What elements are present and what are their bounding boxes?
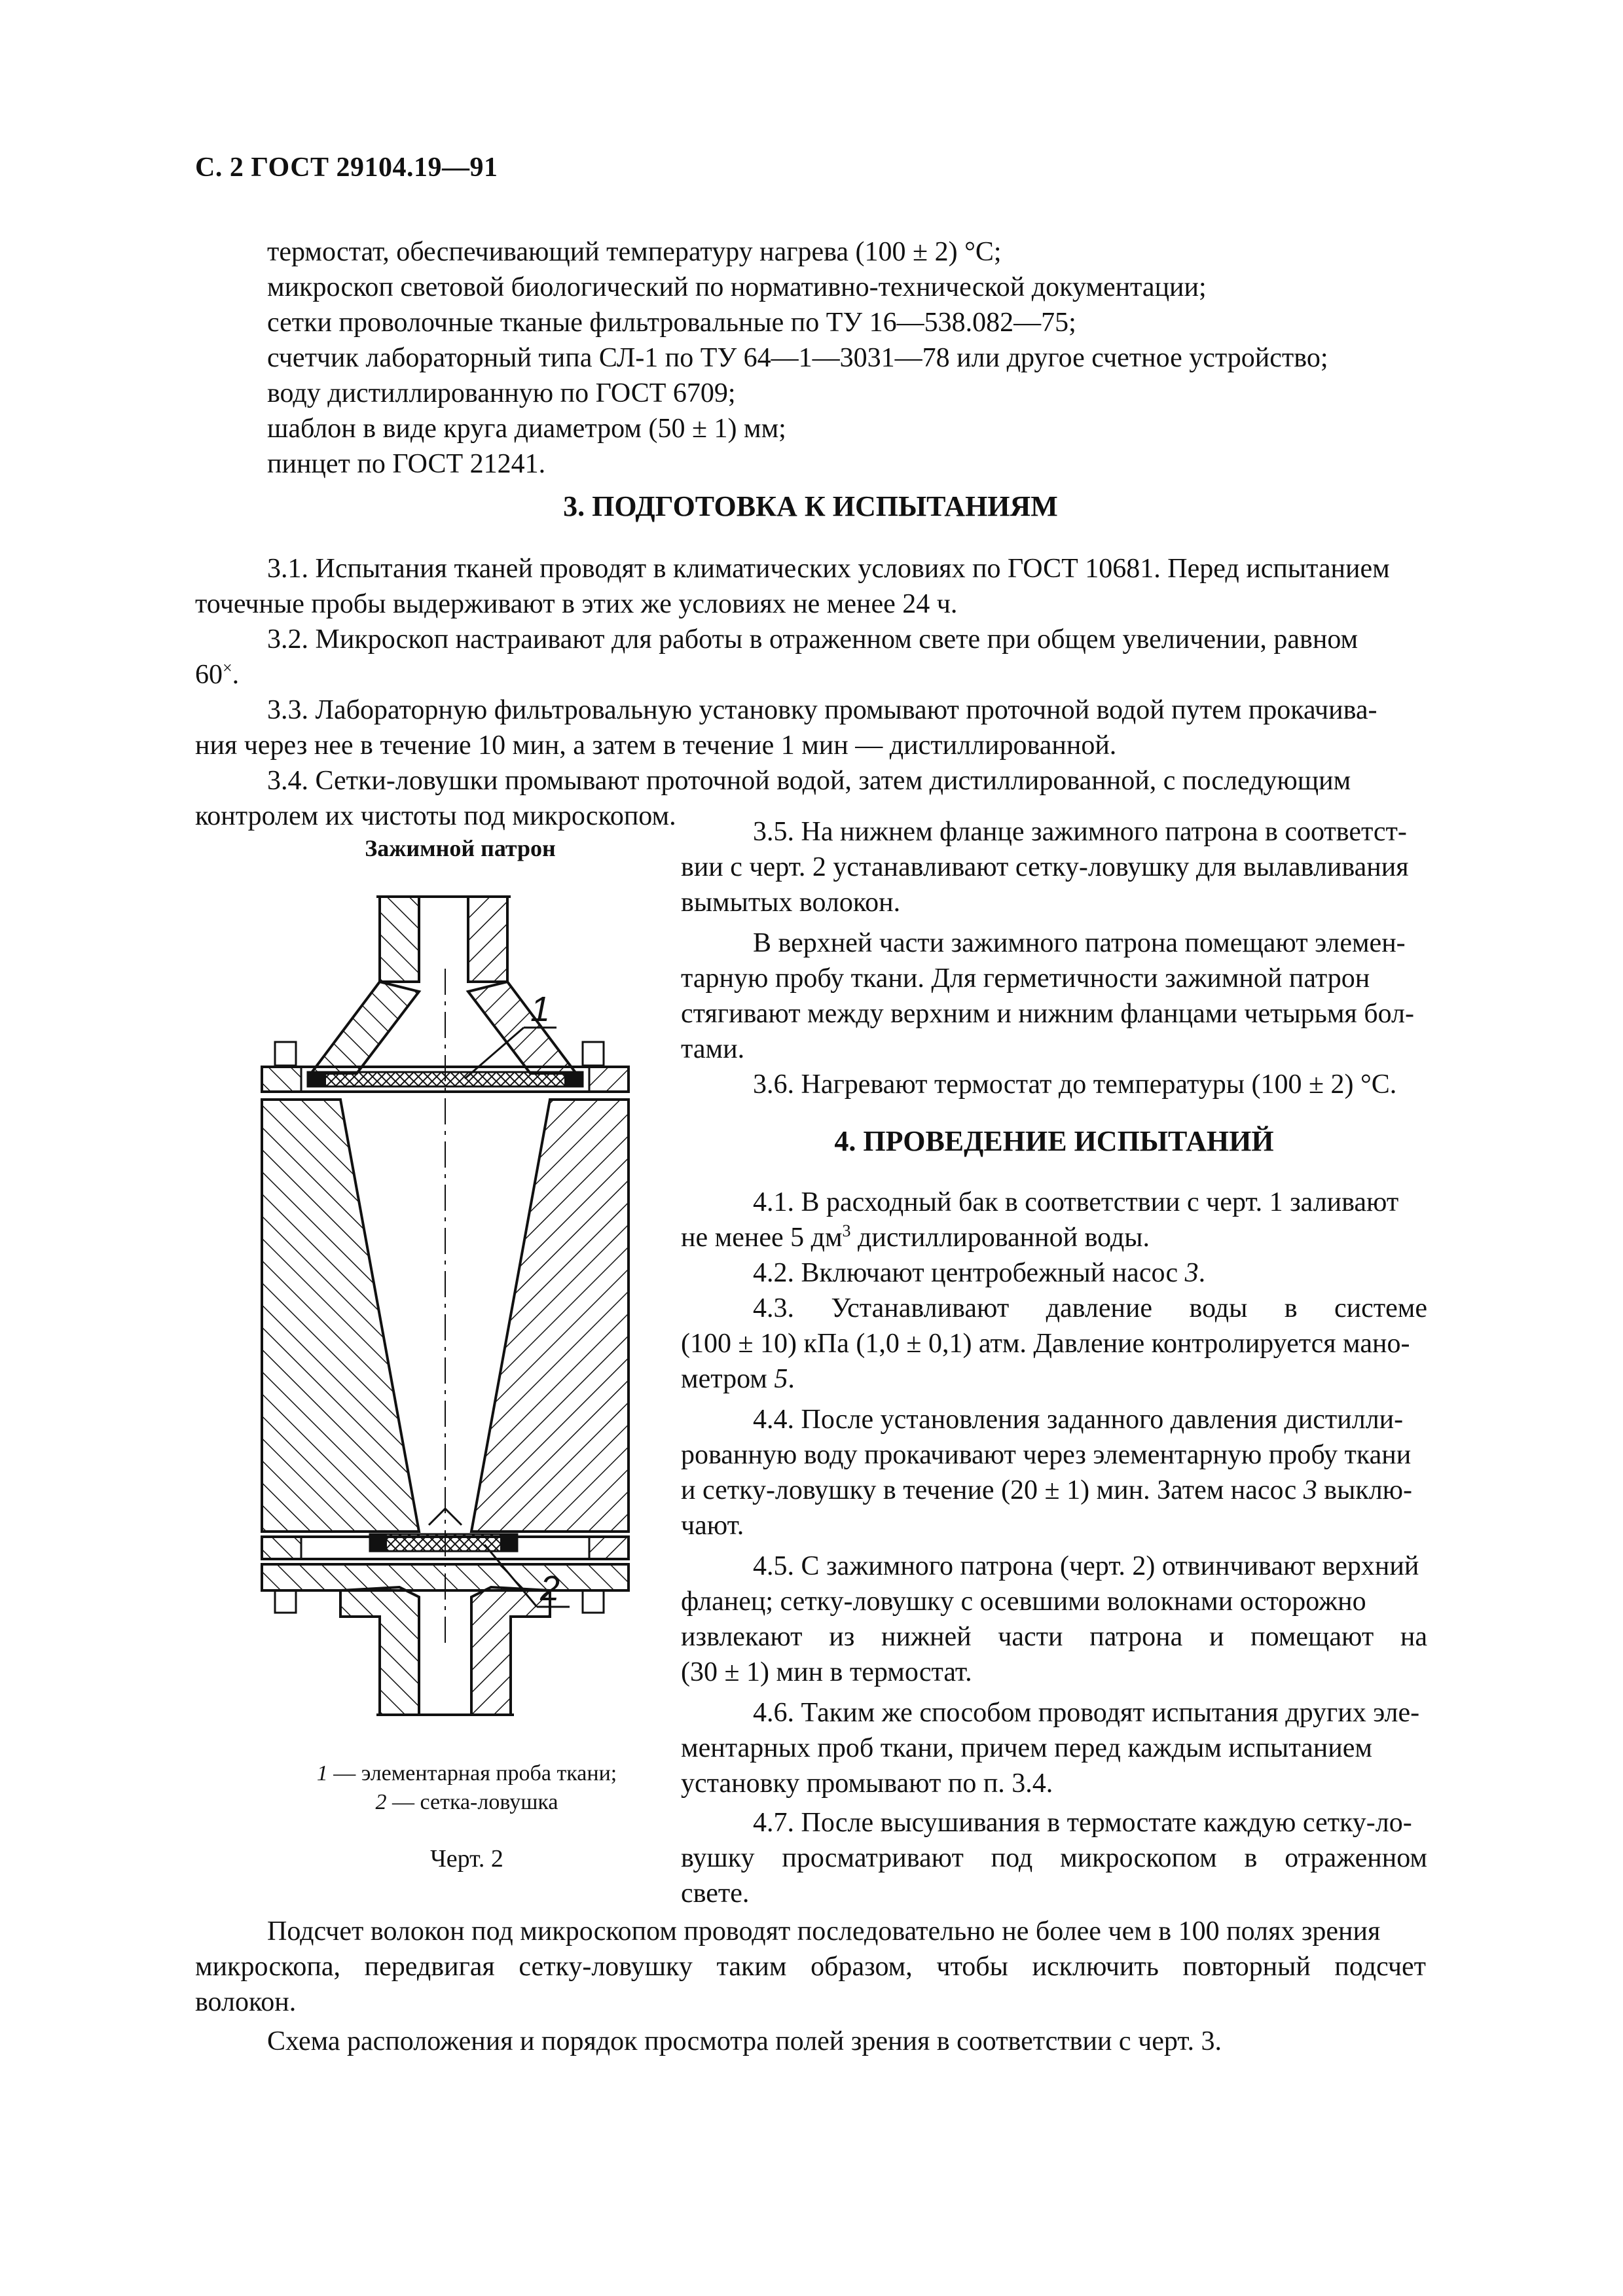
paragraph-3-4-line2: контролем их чистоты под микроскопом. [195, 801, 676, 831]
paragraph-3-5-line3: вымытых волокон. [681, 888, 901, 918]
paragraph-3-5b-line2: тарную пробу ткани. Для герметичности зажимной патрон [681, 963, 1370, 994]
paragraph-4-7-line2: вушку просматривают под микроскопом в отраженном [681, 1843, 1427, 1873]
paragraph-4-5-line1: 4.5. С зажимного патрона (черт. 2) отвинчивают верхний [753, 1551, 1419, 1581]
paragraph-count-line2: микроскопа, передвигая сетку-ловушку таким образом, чтобы исключить повторный подсчет [195, 1952, 1426, 1982]
paragraph-4-5-line3: извлекают из нижней части патрона и помещают на [681, 1622, 1427, 1652]
paragraph-4-3-line1: 4.3. Устанавливают давление воды в системе [753, 1293, 1427, 1323]
paragraph-3-1-line2: точечные пробы выдерживают в этих же условиях не менее 24 ч. [195, 589, 958, 619]
list-item: шаблон в виде круга диаметром (50 ± 1) мм; [267, 414, 786, 444]
paragraph-4-2: 4.2. Включают центробежный насос 3. [753, 1258, 1206, 1288]
paragraph-4-7-line1: 4.7. После высушивания в термостате каждую сетку-ло- [753, 1808, 1412, 1838]
page-header: С. 2 ГОСТ 29104.19—91 [195, 152, 498, 183]
paragraph-3-2-line1: 3.2. Микроскоп настраивают для работы в отраженном свете при общем увеличении, равном [267, 624, 1359, 655]
top-nozzle [376, 897, 511, 982]
paragraph-4-3-line3: метром 5. [681, 1364, 795, 1394]
figure-caption-line1: 1 — элементарная проба ткани; [316, 1761, 617, 1785]
paragraph-scheme: Схема расположения и порядок просмотра полей зрения в соответствии с черт. 3. [267, 2026, 1222, 2056]
section-4-title: 4. ПРОВЕДЕНИЕ ИСПЫТАНИЙ [834, 1125, 1274, 1157]
list-item: микроскоп световой биологический по нормативно-технической документации; [267, 272, 1207, 302]
list-item: сетки проволочные тканые фильтровальные по ТУ 16—538.082—75; [267, 308, 1076, 338]
paragraph-4-6-line1: 4.6. Таким же способом проводят испытания других эле- [753, 1698, 1420, 1728]
paragraph-4-5-line2: фланец; сетку-ловушку с осевшими волокнами осторожно [681, 1587, 1366, 1617]
paragraph-3-3-line1: 3.3. Лабораторную фильтровальную установку промывают проточной водой путем прокачива- [267, 695, 1377, 725]
paragraph-4-4-line4: чают. [681, 1511, 744, 1541]
paragraph-count-line3: волокон. [195, 1987, 297, 2017]
paragraph-4-1-line1: 4.1. В расходный бак в соответствии с черт. 1 заливают [753, 1187, 1399, 1217]
paragraph-4-5-line4: (30 ± 1) мин в термостат. [681, 1657, 972, 1687]
paragraph-3-5-line2: вии с черт. 2 устанавливают сетку-ловушку для вылавливания [681, 852, 1409, 882]
lower-flange [262, 1534, 629, 1613]
list-item: термостат, обеспечивающий температуру нагрева (100 ± 2) °С; [267, 237, 1002, 267]
paragraph-4-6-line2: ментарных проб ткани, причем перед каждым испытанием [681, 1733, 1372, 1763]
paragraph-3-3-line2: ния через нее в течение 10 мин, а затем в течение 1 мин — дистиллированной. [195, 730, 1117, 761]
callout-1: 1 [530, 990, 551, 1029]
paragraph-4-3-line2: (100 ± 10) кПа (1,0 ± 0,1) атм. Давление контролируется мано- [681, 1329, 1410, 1359]
list-item: воду дистиллированную по ГОСТ 6709; [267, 378, 736, 408]
paragraph-4-1-line2: не менее 5 $дм^3$ дистиллированной воды. [681, 1221, 1150, 1253]
paragraph-3-5b-line1: В верхней части зажимного патрона помещают элемен- [753, 928, 1406, 958]
paragraph-3-1-line1: 3.1. Испытания тканей проводят в климатических условиях по ГОСТ 10681. Перед испытанием [267, 554, 1390, 584]
paragraph-4-4-line2: рованную воду прокачивают через элементарную пробу ткани [681, 1440, 1412, 1470]
paragraph-4-4-line1: 4.4. После установления заданного давления дистилли- [753, 1405, 1404, 1435]
callout-2: 2 [540, 1569, 560, 1608]
paragraph-4-6-line3: установку промывают по п. 3.4. [681, 1768, 1053, 1799]
paragraph-count-line1: Подсчет волокон под микроскопом проводят последовательно не более чем в 100 полях зрения [267, 1916, 1381, 1946]
figure-caption-line2: 2 — сетка-ловушка [375, 1790, 558, 1814]
paragraph-3-4-line1: 3.4. Сетки-ловушки промывают проточной водой, затем дистиллированной, с последующим [267, 766, 1351, 796]
paragraph-3-5b-line4: тами. [681, 1034, 745, 1064]
paragraph-3-6: 3.6. Нагревают термостат до температуры (100 ± 2) °С. [753, 1069, 1397, 1100]
figure-label: Черт. 2 [430, 1845, 503, 1873]
paragraph-3-2-line2: 60×. [195, 658, 240, 690]
paragraph-3-5b-line3: стягивают между верхним и нижним фланцами четырьмя бол- [681, 999, 1414, 1029]
section-3-title: 3. ПОДГОТОВКА К ИСПЫТАНИЯМ [563, 490, 1058, 522]
list-item: пинцет по ГОСТ 21241. [267, 449, 546, 479]
paragraph-3-5-line1: 3.5. На нижнем фланце зажимного патрона в соответст- [753, 817, 1407, 847]
paragraph-4-7-line3: свете. [681, 1878, 750, 1909]
figure-title: Зажимной патрон [365, 835, 556, 861]
clamp-holder-drawing [249, 870, 694, 1728]
paragraph-4-4-line3: и сетку-ловушку в течение (20 ± 1) мин. Затем насос 3 выклю- [681, 1475, 1413, 1505]
list-item: счетчик лабораторный типа СЛ-1 по ТУ 64—1—3031—78 или другое счетное устройство; [267, 343, 1328, 373]
